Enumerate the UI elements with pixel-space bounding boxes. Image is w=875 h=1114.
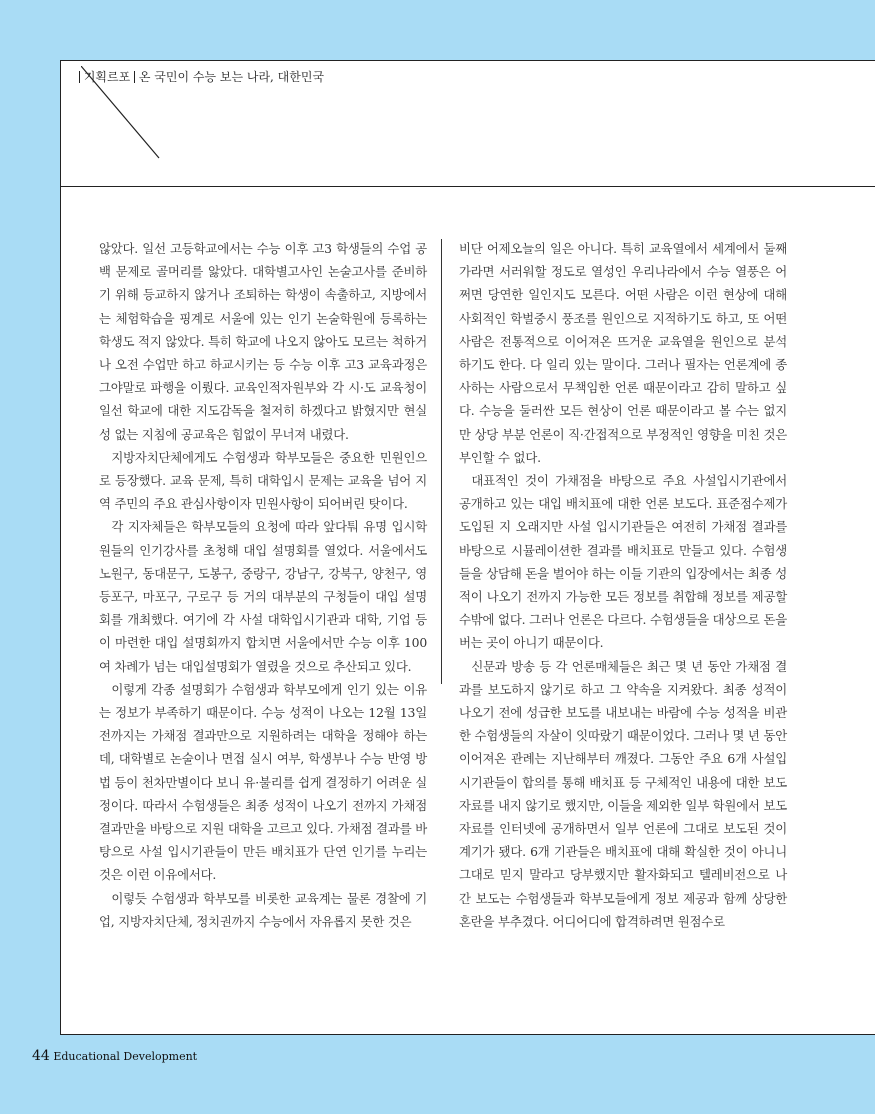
magazine-page bbox=[60, 60, 875, 1035]
header-band bbox=[61, 61, 875, 187]
column-divider bbox=[441, 239, 442, 684]
publication-name: Educational Development bbox=[53, 1050, 198, 1063]
paragraph: 이렇게 각종 설명회가 수험생과 학부모에게 인기 있는 이유는 정보가 부족하기 때문이다. 수능 성적이 나오는 12월 13일 전까지는 가채점 결과만으로 지원하려는 대학을 정해야 하는데, 대학별로 논술이나 면접 실시 여부, 학생부나 수능 반영 방법 등이 천차만별이다 보니 유·불리를 쉽게 결정하기 어려운 실정이다. 따라서 수험생들은 최종 성적이 나오기 전까지 가채점 결과만을 바탕으로 지원 대학을 고르고 있다. 가채점 결과를 바탕으로 사설 입시기관들이 만든 배치표가 단연 인기를 누리는 것은 이런 이유에서다. bbox=[99, 681, 427, 883]
article-title: 온 국민이 수능 보는 나라, 대한민국 bbox=[138, 70, 325, 84]
paragraph: 이렇듯 수험생과 학부모를 비롯한 교육계는 물론 경찰에 기업, 지방자치단체, 정치권까지 수능에서 자유롭지 못한 것은 bbox=[99, 890, 427, 929]
page-footer bbox=[32, 1048, 197, 1064]
header-bar-mid bbox=[134, 71, 135, 83]
section-label: 기획르포 bbox=[83, 70, 131, 84]
paragraph: 신문과 방송 등 각 언론매체들은 최근 몇 년 동안 가채점 결과를 보도하지 않기로 하고 그 약속을 지켜왔다. 최종 성적이 나오기 전에 성급한 보도를 내보내는 바람에 수능 성적을 비관한 수험생들의 자살이 잇따랐기 때문이었다. 그러나 몇 년 동안 이어져온 관례는 지난해부터 깨졌다. 그동안 주요 6개 사설입시기관들이 합의를 통해 배치표 등 구체적인 내용에 대한 보도자료를 내지 않기로 했지만, 이들을 제외한 일부 학원에서 보도자료를 인터넷에 공개하면서 일부 언론에 그대로 보도된 것이 계기가 됐다. 6개 기관들은 배치표에 대해 확실한 것이 아니니 그대로 믿지 말라고 당부했지만 활자화되고 텔레비전으로 나간 보도는 수험생들과 학부모들에게 정보 제공과 함께 상당한 혼란을 부추겼다. 어디어디에 합격하려면 원점수로 bbox=[459, 658, 787, 929]
paragraph: 각 지자체들은 학부모들의 요청에 따라 앞다퉈 유명 입시학원들의 인기강사를 초청해 대입 설명회를 열었다. 서울에서도 노원구, 동대문구, 도봉구, 중랑구, 강남구, 강북구, 양천구, 영등포구, 마포구, 구로구 등 거의 대부분의 구청들이 대입 설명회를 개최했다. 여기에 각 사설 대학입시기관과 대학, 기업 등이 마련한 대입 설명회까지 합치면 서울에서만 수능 이후 100여 차례가 넘는 대입설명회가 열렸을 것으로 추산되고 있다. bbox=[99, 519, 427, 674]
paragraph: 비단 어제오늘의 일은 아니다. 특히 교육열에서 세계에서 둘째가라면 서러워할 정도로 열성인 우리나라에서 수능 열풍은 어쩌면 당연한 일인지도 모른다. 어떤 사람은 이런 현상에 대해 사회적인 학벌중시 풍조를 원인으로 지적하기도 하고, 또 어떤 사람은 전통적으로 이어져온 뜨거운 교육열을 원인으로 분석하기도 한다. 다 일리 있는 말이다. 그러나 필자는 언론계에 종사하는 사람으로서 무책임한 언론 때문이라고 감히 말하고 싶다. 수능을 둘러싼 모든 현상이 언론 때문이라고 볼 수는 없지만 상당 부분 언론이 직·간접적으로 부정적인 영향을 미친 것은 부인할 수 없다. bbox=[459, 241, 787, 465]
page-number: 44 bbox=[32, 1048, 50, 1064]
section-header bbox=[79, 68, 324, 85]
right-column bbox=[459, 237, 787, 933]
paragraph: 지방자치단체에게도 수험생과 학부모들은 중요한 민원인으로 등장했다. 교육 문제, 특히 대학입시 문제는 교육을 넘어 지역 주민의 주요 관심사항이자 민원사항이 되어버린 탓이다. bbox=[99, 449, 427, 512]
header-bar-left bbox=[79, 71, 80, 83]
paragraph: 대표적인 것이 가채점을 바탕으로 주요 사설입시기관에서 공개하고 있는 대입 배치표에 대한 언론 보도다. 표준점수제가 도입된 지 오래지만 사설 입시기관들은 여전히 가채점 결과를 바탕으로 시뮬레이션한 결과를 배치표로 만들고 있다. 수험생들을 상담해 돈을 벌어야 하는 이들 기관의 입장에서는 최종 성적이 나오기 전까지 가능한 모든 정보를 취합해 정보를 제공할 수밖에 없다. 그러나 언론은 다르다. 수험생들을 대상으로 돈을 버는 곳이 아니기 때문이다. bbox=[459, 473, 787, 651]
paragraph: 않았다. 일선 고등학교에서는 수능 이후 고3 학생들의 수업 공백 문제로 골머리를 앓았다. 대학별고사인 논술고사를 준비하기 위해 등교하지 않거나 조퇴하는 학생이 속출하고, 지방에서는 체험학습을 핑계로 서울에 있는 인기 논술학원에 등록하는 학생도 적지 않았다. 특히 학교에 나오지 않아도 모르는 척하거나 오전 수업만 하고 하교시키는 등 수능 이후 고3 교육과정은 그야말로 파행을 이뤘다. 교육인적자원부와 각 시·도 교육청이 일선 학교에 대한 지도감독을 철저히 하겠다고 밝혔지만 현실성 없는 지침에 공교육은 힘없이 무너져 내렸다. bbox=[99, 241, 427, 442]
left-column bbox=[99, 237, 427, 933]
